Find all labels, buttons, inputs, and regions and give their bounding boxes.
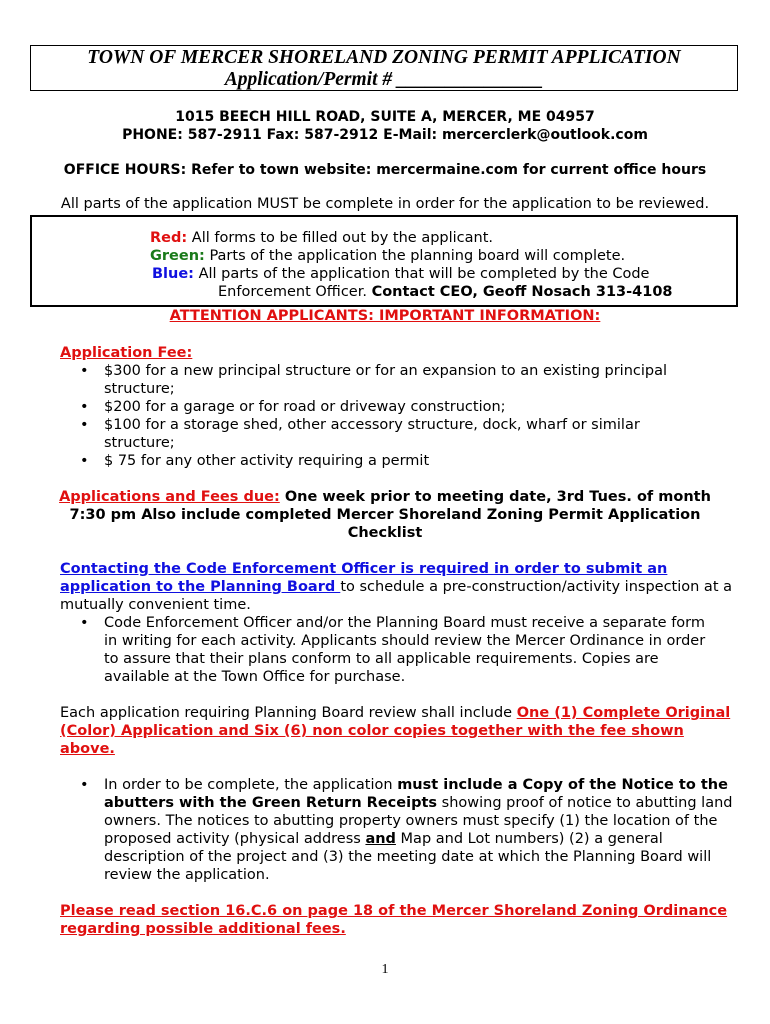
legend-blue-text-2: Enforcement Officer. <box>218 284 372 300</box>
due-line-2: 7:30 pm Also include completed Mercer Shoreland Zoning Permit Application <box>69 507 701 523</box>
additional-fees-note: Please read section 16.C.6 on page 18 of the Mercer Shoreland Zoning Ordinance regarding possible additional fees. <box>60 903 728 937</box>
legend-blue-line <box>152 265 649 283</box>
attention-heading: ATTENTION APPLICANTS: IMPORTANT INFORMATION: <box>169 308 601 324</box>
due-line-1 <box>0 488 770 506</box>
ceo-contact: Contact CEO, Geoff Nosach 313-4108 <box>371 284 673 300</box>
page-number: 1 <box>381 962 389 977</box>
permit-number-line: Application/Permit # _______________ <box>224 69 544 90</box>
fee-item: • $200 for a garage or for road or driveway construction; <box>60 398 710 416</box>
fee-item: • $ 75 for any other activity requiring a permit <box>60 452 710 470</box>
fee-list <box>60 362 710 470</box>
abutters-section <box>60 776 740 884</box>
review-red-text: One (1) Complete Original (Color) Application and Six (6) non color copies together with the fee shown above. <box>60 705 731 757</box>
ceo-link[interactable]: Contacting the Code Enforcement Officer is required in order to submit an application to the Planning Board <box>60 561 668 595</box>
office-hours: OFFICE HOURS: Refer to town website: mercermaine.com for current office hours <box>63 162 707 178</box>
fee-item: • $100 for a storage shed, other accessory structure, dock, wharf or similar structure; <box>60 416 710 452</box>
due-label: Applications and Fees due: <box>59 489 280 505</box>
abutters-text-2: showing proof of notice to abutting land owners. The notices to abutting property owners must specify (1) the location of the proposed activity (physical address <box>104 795 733 847</box>
abutters-bold: must include a Copy of the Notice to the abutters with the Green Return Receipts <box>104 777 728 811</box>
abutters-bullet <box>60 776 740 884</box>
due-text-1: One week prior to meeting date, 3rd Tues. of month <box>279 489 711 505</box>
title-box <box>30 45 738 91</box>
legend-red-label: Red: <box>150 230 188 246</box>
legend-blue-text: All parts of the application that will be completed by the Code <box>193 266 650 282</box>
abutters-and: and <box>365 831 396 847</box>
review-text: Each application requiring Planning Board review shall include <box>60 705 517 721</box>
completeness-notice: All parts of the application MUST be complete in order for the application to be reviewed. <box>60 196 710 212</box>
office-address: 1015 BEECH HILL ROAD, SUITE A, MERCER, ME 04957 <box>175 109 595 125</box>
ceo-list <box>60 614 710 686</box>
form-title: TOWN OF MERCER SHORELAND ZONING PERMIT APPLICATION <box>87 47 681 68</box>
due-section <box>0 488 770 542</box>
legend-blue-line-2 <box>218 283 673 301</box>
ceo-rest: to schedule a pre-construction/activity inspection at a mutually convenient time. <box>60 579 732 613</box>
legend-green-label: Green: <box>150 248 205 264</box>
fee-section <box>60 344 710 470</box>
color-legend-box <box>30 215 738 307</box>
legend-blue-label: Blue: <box>152 266 194 282</box>
due-line-3: Checklist <box>347 525 423 541</box>
abutters-text-1: In order to be complete, the application <box>104 777 398 793</box>
fee-item: • $300 for a new principal structure or for an expansion to an existing principal structure; <box>60 362 710 398</box>
legend-green-line <box>150 247 625 265</box>
ceo-section <box>60 560 740 686</box>
ceo-paragraph <box>60 560 740 614</box>
legend-green-text: Parts of the application the planning board will complete. <box>204 248 626 264</box>
legend-red-line <box>150 229 493 247</box>
contact-info: PHONE: 587-2911 Fax: 587-2912 E-Mail: mercerclerk@outlook.com <box>122 127 648 143</box>
legend-red-text: All forms to be filled out by the applicant. <box>187 230 494 246</box>
ceo-bullet: • Code Enforcement Officer and/or the Planning Board must receive a separate form in writing for each activity. Applicants should review the Mercer Ordinance in order to assure that their plans conform to all applicable requirements. Copies are available at the Town Office for purchase. <box>60 614 710 686</box>
review-paragraph <box>60 704 735 758</box>
abutters-list <box>60 776 740 884</box>
fee-heading: Application Fee: <box>60 345 193 361</box>
abutters-text-3: Map and Lot numbers) (2) a general description of the project and (3) the meeting date at which the Planning Board will review the application. <box>104 831 712 883</box>
